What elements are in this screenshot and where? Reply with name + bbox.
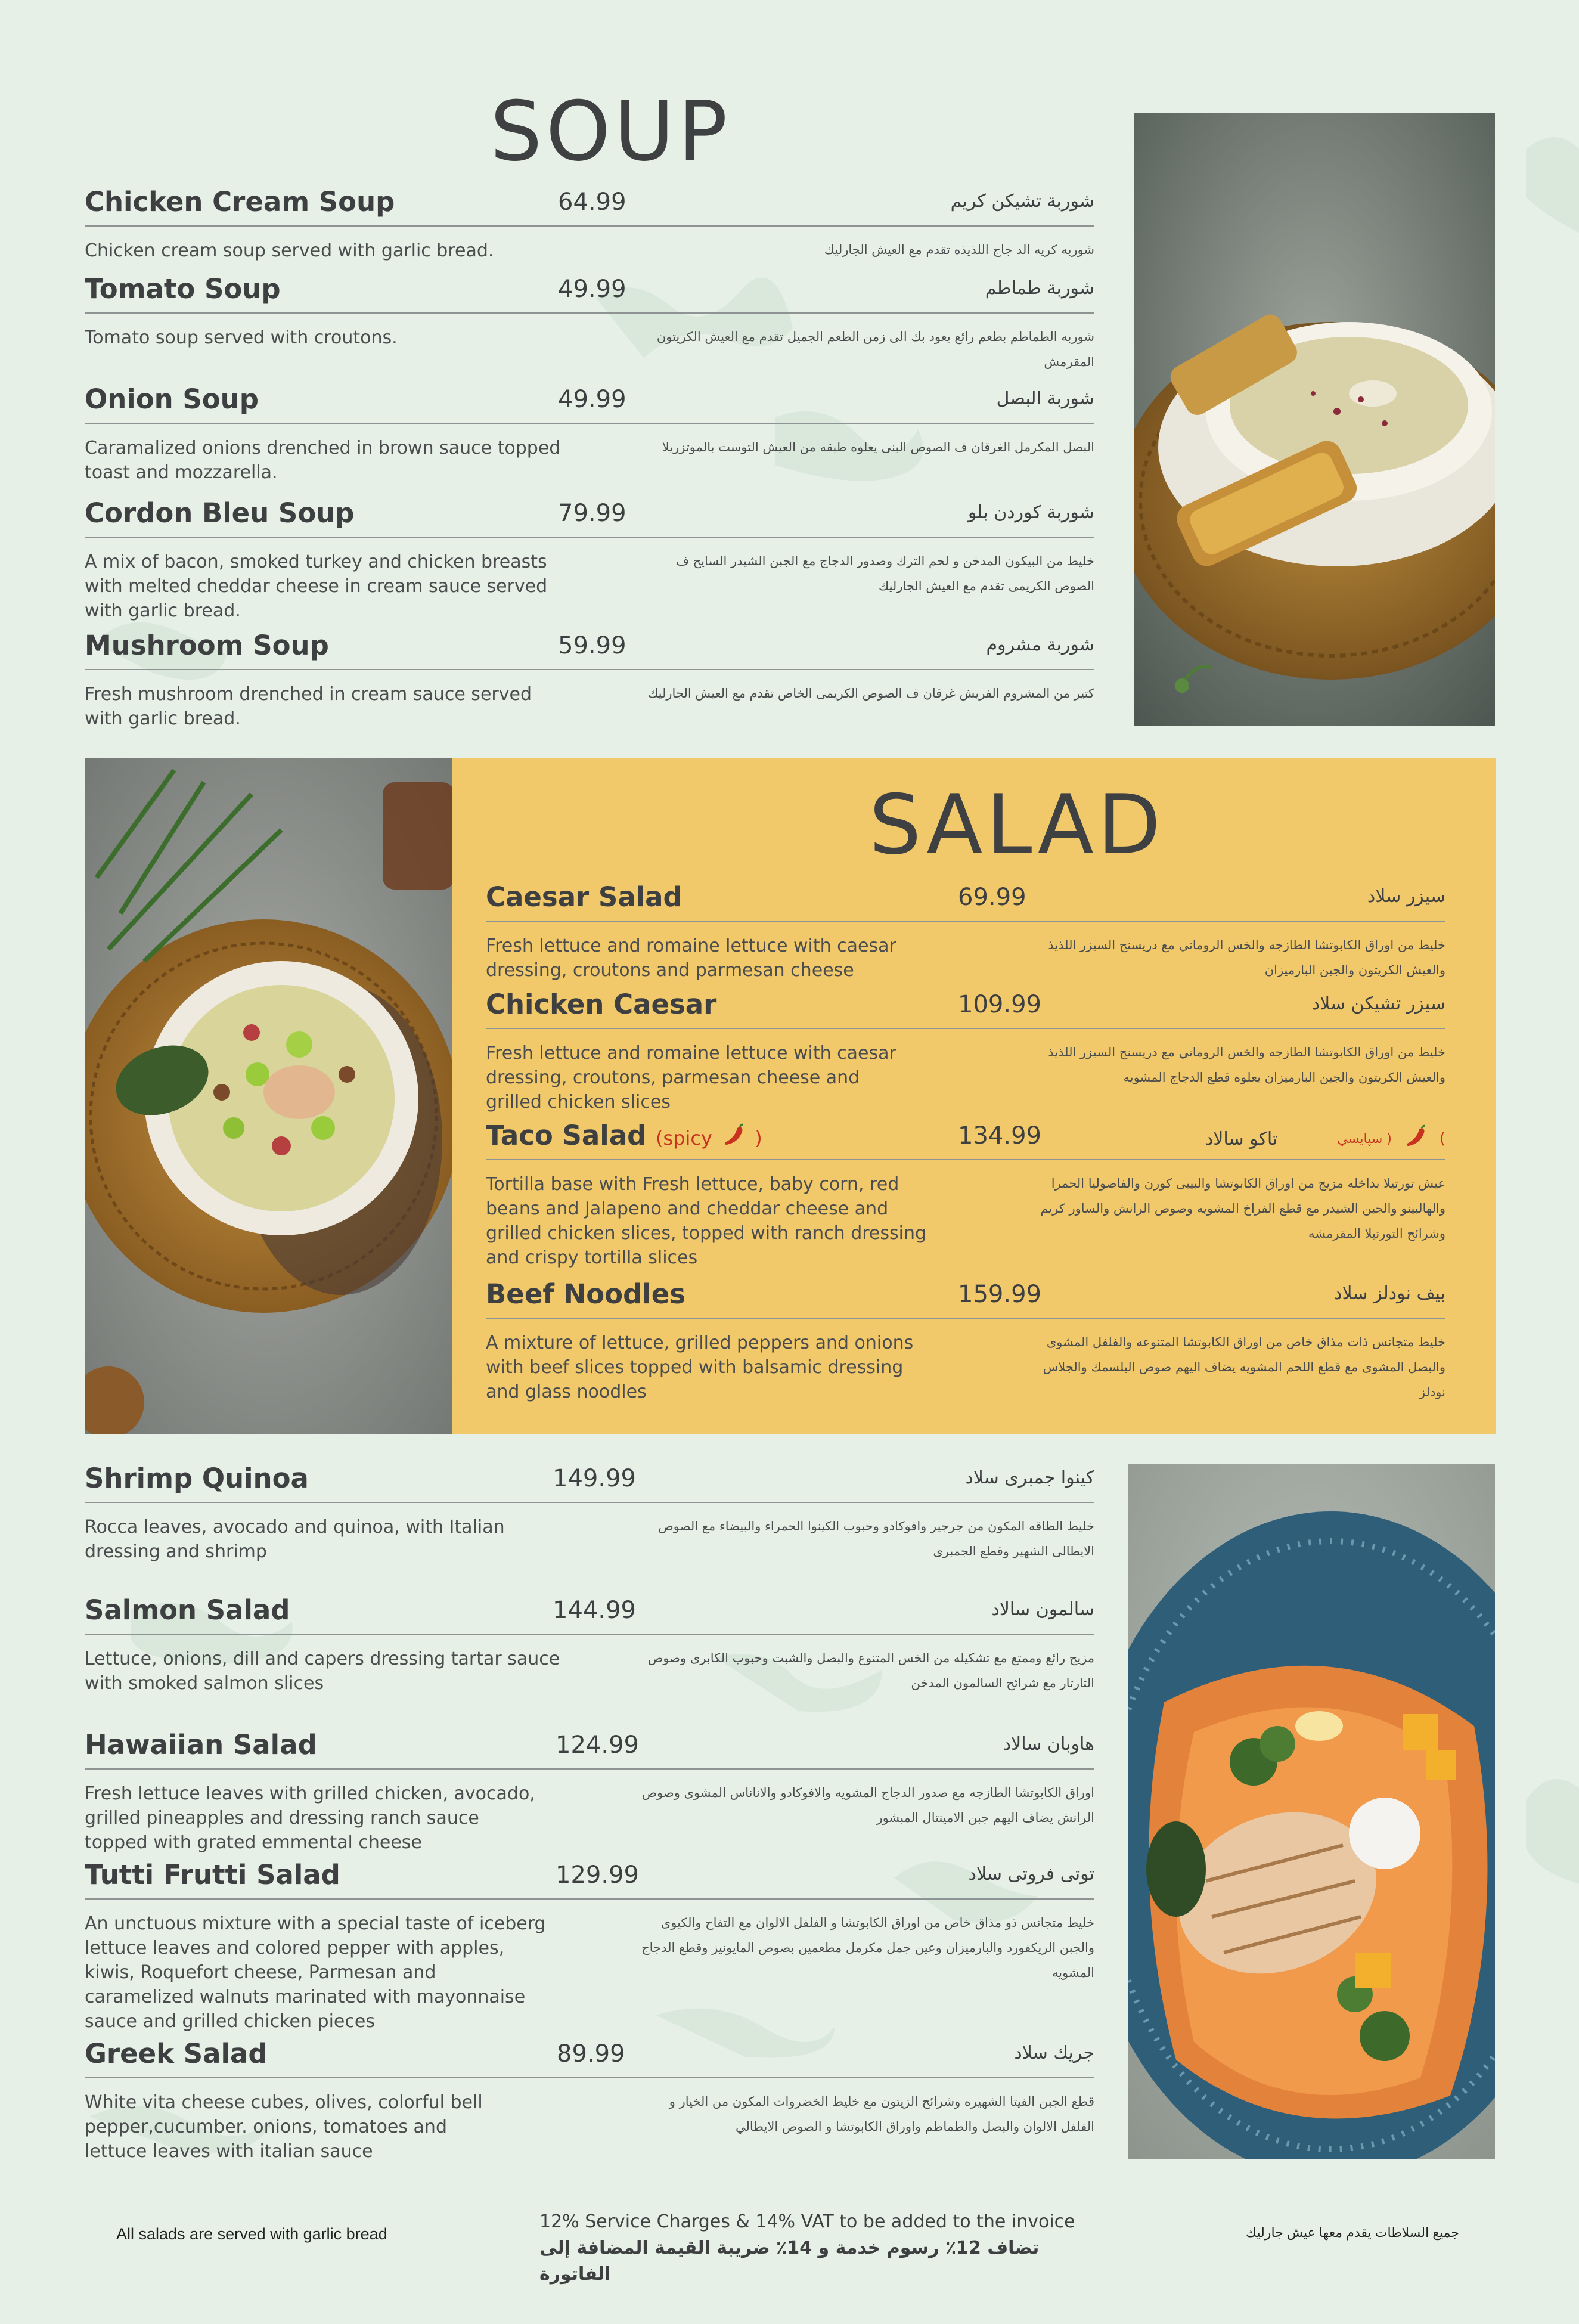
divider	[85, 1502, 1094, 1503]
item-name: Mushroom Soup	[85, 630, 329, 661]
item-description: Lettuce, onions, dill and capers dressing tartar sauce with smoked salmon slices	[85, 1649, 560, 1694]
divider	[486, 1318, 1445, 1319]
item-description: Fresh mushroom drenched in cream sauce served with garlic bread.	[85, 684, 532, 729]
item-description: Fresh lettuce leaves with grilled chicken, avocado, grilled pineapples and dressing ranch sauce topped with grated emmental cheese	[85, 1783, 535, 1853]
menu-item-salmon-salad	[85, 1594, 1094, 1702]
item-arabic-name: شوربة طماطم	[985, 278, 1094, 299]
menu-item-taco-salad	[486, 1120, 1445, 1269]
item-name: Beef Noodles	[486, 1278, 686, 1310]
divider	[486, 1028, 1445, 1029]
item-arabic-description: اوراق الكابوتشا الطازجه مع صدور الدجاج المشويه والافوكادو والاناناس المشوى وصوص الرانش يضاف اليهم جبن الامينتال المبشور	[641, 1786, 1094, 1825]
menu-item-hawaiian-salad	[85, 1729, 1094, 1854]
item-price: 59.99	[558, 632, 626, 659]
item-name-text: Taco Salad	[486, 1120, 647, 1151]
menu-item-chicken-cream-soup	[85, 186, 1094, 264]
item-name: Cordon Bleu Soup	[85, 497, 355, 529]
item-name: Tomato Soup	[85, 273, 281, 305]
item-arabic-description: شوربه الطماطم بطعم رائع يعود بك الى زمن الطعم الجميل تقدم مع العيش الكريتون المقرمش	[656, 330, 1094, 369]
item-price: 144.99	[553, 1597, 636, 1624]
footer-tax-note	[539, 2209, 1076, 2288]
item-price: 134.99	[958, 1122, 1041, 1149]
item-arabic-description: شوربه كريه الد جاج اللذيذه تقدم مع العيش الجارليك	[824, 243, 1094, 257]
chili-pepper-icon	[722, 1122, 746, 1154]
item-price: 79.99	[558, 500, 626, 527]
menu-item-caesar-salad	[486, 881, 1445, 981]
divider	[85, 225, 1094, 227]
arabic-spicy-label: ( سپايسي	[1337, 1131, 1392, 1146]
item-arabic-description: خليط من البيكون المدخن و لحم الترك وصدور الدجاج مع الجبن الشيدر السايح ف الصوص الكريمى تقدم مع العيش الجارليك	[676, 554, 1094, 593]
item-arabic-name: شوربة مشروم	[986, 634, 1094, 655]
item-description: Chicken cream soup served with garlic bread.	[85, 240, 494, 261]
tax-note-english: 12% Service Charges & 14% VAT to be added to the invoice	[539, 2211, 1075, 2232]
item-arabic-description: خليط من اوراق الكابوتشا الطازجه والخس الروماني مع دريسنج السيزر اللذيذ والعيش الكريتون والجبن البارميزان	[1048, 938, 1445, 977]
item-arabic-name: توتى فروتى سلاد	[968, 1864, 1094, 1885]
item-name	[486, 1120, 762, 1154]
divider	[85, 2077, 1094, 2078]
item-name: Shrimp Quinoa	[85, 1462, 309, 1494]
item-arabic-name: هاوبان سالاد	[1003, 1734, 1094, 1755]
item-arabic-name: كينوا جمبرى سلاد	[965, 1467, 1094, 1488]
footer-note-arabic: جميع السلاطات يقدم معها عيش جارليك	[1246, 2225, 1460, 2240]
item-arabic-description: عيش تورتيلا بداخله مزيج من اوراق الكابوتشا والبيبى كورن والفاصوليا الحمرا والهالبينو والجبن الشيدر مع قطع الفراخ المشويه وصوص الرانش والساور كريم وشرائح التورتيلا المقرمشه	[1040, 1176, 1445, 1241]
item-arabic-name: شوربة تشيكن كريم	[950, 191, 1094, 212]
divider	[85, 423, 1094, 424]
menu-item-shrimp-quinoa	[85, 1462, 1094, 1570]
tax-note-arabic: تضاف 12٪ رسوم خدمة و 14٪ ضريبة القيمة المضافة إلى الفاتورة	[539, 2238, 1040, 2285]
item-arabic-name: سيزر تشيكن سلاد	[1311, 993, 1445, 1014]
item-arabic-name: سالمون سالاد	[991, 1599, 1094, 1620]
item-arabic-description: مزيج رائع وممتع مع تشكيله من الخس المتنوع والبصل والشبت وحبوب الكابرى وصوص التارتار مع شرائح السالمون المدخن	[647, 1651, 1094, 1690]
item-description: White vita cheese cubes, olives, colorful bell pepper,cucumber. onions, tomatoes and lettuce leaves with italian sauce	[85, 2092, 483, 2162]
item-price: 129.99	[556, 1861, 639, 1889]
arabic-name-text: تاكو سالاد	[1205, 1128, 1278, 1149]
divider	[85, 537, 1094, 538]
menu-item-greek-salad	[85, 2038, 1094, 2181]
item-arabic-description: خليط متجانس ذو مذاق خاص من اوراق الكابوتشا و الفلفل الالوان مع التفاح والكيوى والجبن الريكفورد والبارميزان وعين جمل مكرمل مطعمين بصوص المايونيز وقطع الدجاج المشويه	[641, 1916, 1094, 1980]
item-name: Caesar Salad	[486, 881, 683, 913]
item-description: Fresh lettuce and romaine lettuce with caesar dressing, croutons, parmesan cheese and grilled chicken slices	[486, 1043, 896, 1113]
item-arabic-name: شوربة كوردن بلو	[967, 502, 1094, 523]
item-description: Tomato soup served with croutons.	[85, 327, 398, 348]
item-price: 149.99	[553, 1465, 636, 1492]
item-price: 159.99	[958, 1281, 1041, 1308]
menu-item-onion-soup	[85, 383, 1094, 485]
item-price: 49.99	[558, 386, 626, 413]
menu-item-tutti-frutti-salad	[85, 1859, 1094, 2032]
chili-pepper-icon	[1404, 1124, 1428, 1153]
item-price: 89.99	[557, 2040, 625, 2068]
item-description: A mix of bacon, smoked turkey and chicken breasts with melted cheddar cheese in cream sauce served with garlic bread.	[85, 551, 548, 621]
spicy-label-close: )	[755, 1127, 762, 1149]
item-price: 109.99	[958, 991, 1041, 1018]
item-description: A mixture of lettuce, grilled peppers and onions with beef slices topped with balsamic dressing and glass noodles	[486, 1333, 914, 1402]
chicken-salad-photo	[1128, 1464, 1495, 2159]
footer-note-english: All salads are served with garlic bread	[116, 2225, 387, 2243]
item-name: Chicken Caesar	[486, 989, 717, 1020]
item-arabic-description: خليط من اوراق الكابوتشا الطازجه والخس الروماني مع دريسنج السيزر اللذيذ والعيش الكريتون والجبن البارميزان يعلوه قطع الدجاج المشويه	[1048, 1045, 1445, 1084]
menu-item-cordon-bleu-soup	[85, 497, 1094, 621]
item-description: An unctuous mixture with a special taste of iceberg lettuce leaves and colored pepper with apples, kiwis, Roquefort cheese, Parmesan and caramelized walnuts marinated with mayonnaise sauce and grilled chicken pieces	[85, 1913, 546, 2032]
divider	[486, 1159, 1445, 1160]
item-arabic-name: جريك سلاد	[1014, 2043, 1094, 2063]
item-description: Tortilla base with Fresh lettuce, baby corn, red beans and Jalapeno and cheddar cheese and grilled chicken slices, topped with ranch dressing and crispy tortilla slices	[486, 1174, 927, 1268]
divider	[486, 921, 1445, 922]
item-name: Tutti Frutti Salad	[85, 1859, 340, 1891]
divider	[85, 1898, 1094, 1900]
item-name: Chicken Cream Soup	[85, 186, 395, 218]
item-arabic-description: خليط متجانس ذات مذاق خاص من اوراق الكابوتشا المتنوعه والفلفل المشوى والبصل المشوى مع قطع اللحم المشويه يضاف اليهم صوص البلسمك والجلاس نودلز	[1043, 1335, 1445, 1399]
item-description: Fresh lettuce and romaine lettuce with caesar dressing, croutons and parmesan cheese	[486, 935, 896, 981]
spicy-label: (spicy	[655, 1127, 712, 1149]
menu-item-chicken-caesar	[486, 989, 1445, 1113]
item-arabic-description: قطع الجبن الفيتا الشهيره وشرائح الزيتون مع خليط الخضروات المكون من الخيار و الفلفل الالوان والبصل والطماطم واوراق الكابوتشا و الصوص الايطالي	[669, 2094, 1094, 2134]
item-price: 49.99	[558, 275, 626, 303]
item-arabic-description: البصل المكرمل الغرقان ف الصوص البنى يعلوه طبقه من العيش التوست بالموتزريلا	[662, 440, 1094, 454]
item-price: 64.99	[558, 188, 626, 216]
item-price: 124.99	[556, 1731, 639, 1759]
caesar-salad-photo	[85, 758, 452, 1434]
salad-title: SALAD	[869, 777, 1165, 873]
item-price: 69.99	[958, 884, 1026, 911]
item-arabic-name: بيف نودلز سلاد	[1334, 1283, 1445, 1304]
item-description: Rocca leaves, avocado and quinoa, with Italian dressing and shrimp	[85, 1517, 505, 1562]
item-arabic-description: كتير من المشروم الفريش غرقان ف الصوص الكريمى الخاص تقدم مع العيش الجارليك	[647, 686, 1094, 701]
item-arabic-name: شوربة البصل	[996, 388, 1094, 409]
item-description: Caramalized onions drenched in brown sauce topped toast and mozzarella.	[85, 438, 561, 483]
menu-item-tomato-soup	[85, 273, 1094, 374]
menu-item-mushroom-soup	[85, 630, 1094, 737]
menu-item-beef-noodles	[486, 1278, 1445, 1409]
divider	[85, 1768, 1094, 1770]
item-name: Onion Soup	[85, 383, 259, 415]
item-name: Salmon Salad	[85, 1594, 290, 1626]
divider	[85, 669, 1094, 670]
soup-photo	[1134, 113, 1495, 726]
item-arabic-name: سيزر سلاد	[1367, 886, 1445, 907]
soup-title: SOUP	[490, 83, 731, 179]
divider	[85, 1634, 1094, 1635]
item-arabic-name	[1205, 1124, 1445, 1153]
divider	[85, 312, 1094, 314]
item-name: Hawaiian Salad	[85, 1729, 317, 1761]
item-name: Greek Salad	[85, 2038, 268, 2069]
item-arabic-description: خليط الطاقه المكون من جرجير وافوكادو وحبوب الكينوا الحمراء والبيضاء مع الصوص الايطالى الشهير وقطع الجمبرى	[658, 1519, 1094, 1558]
arabic-spicy-close: )	[1439, 1130, 1445, 1148]
